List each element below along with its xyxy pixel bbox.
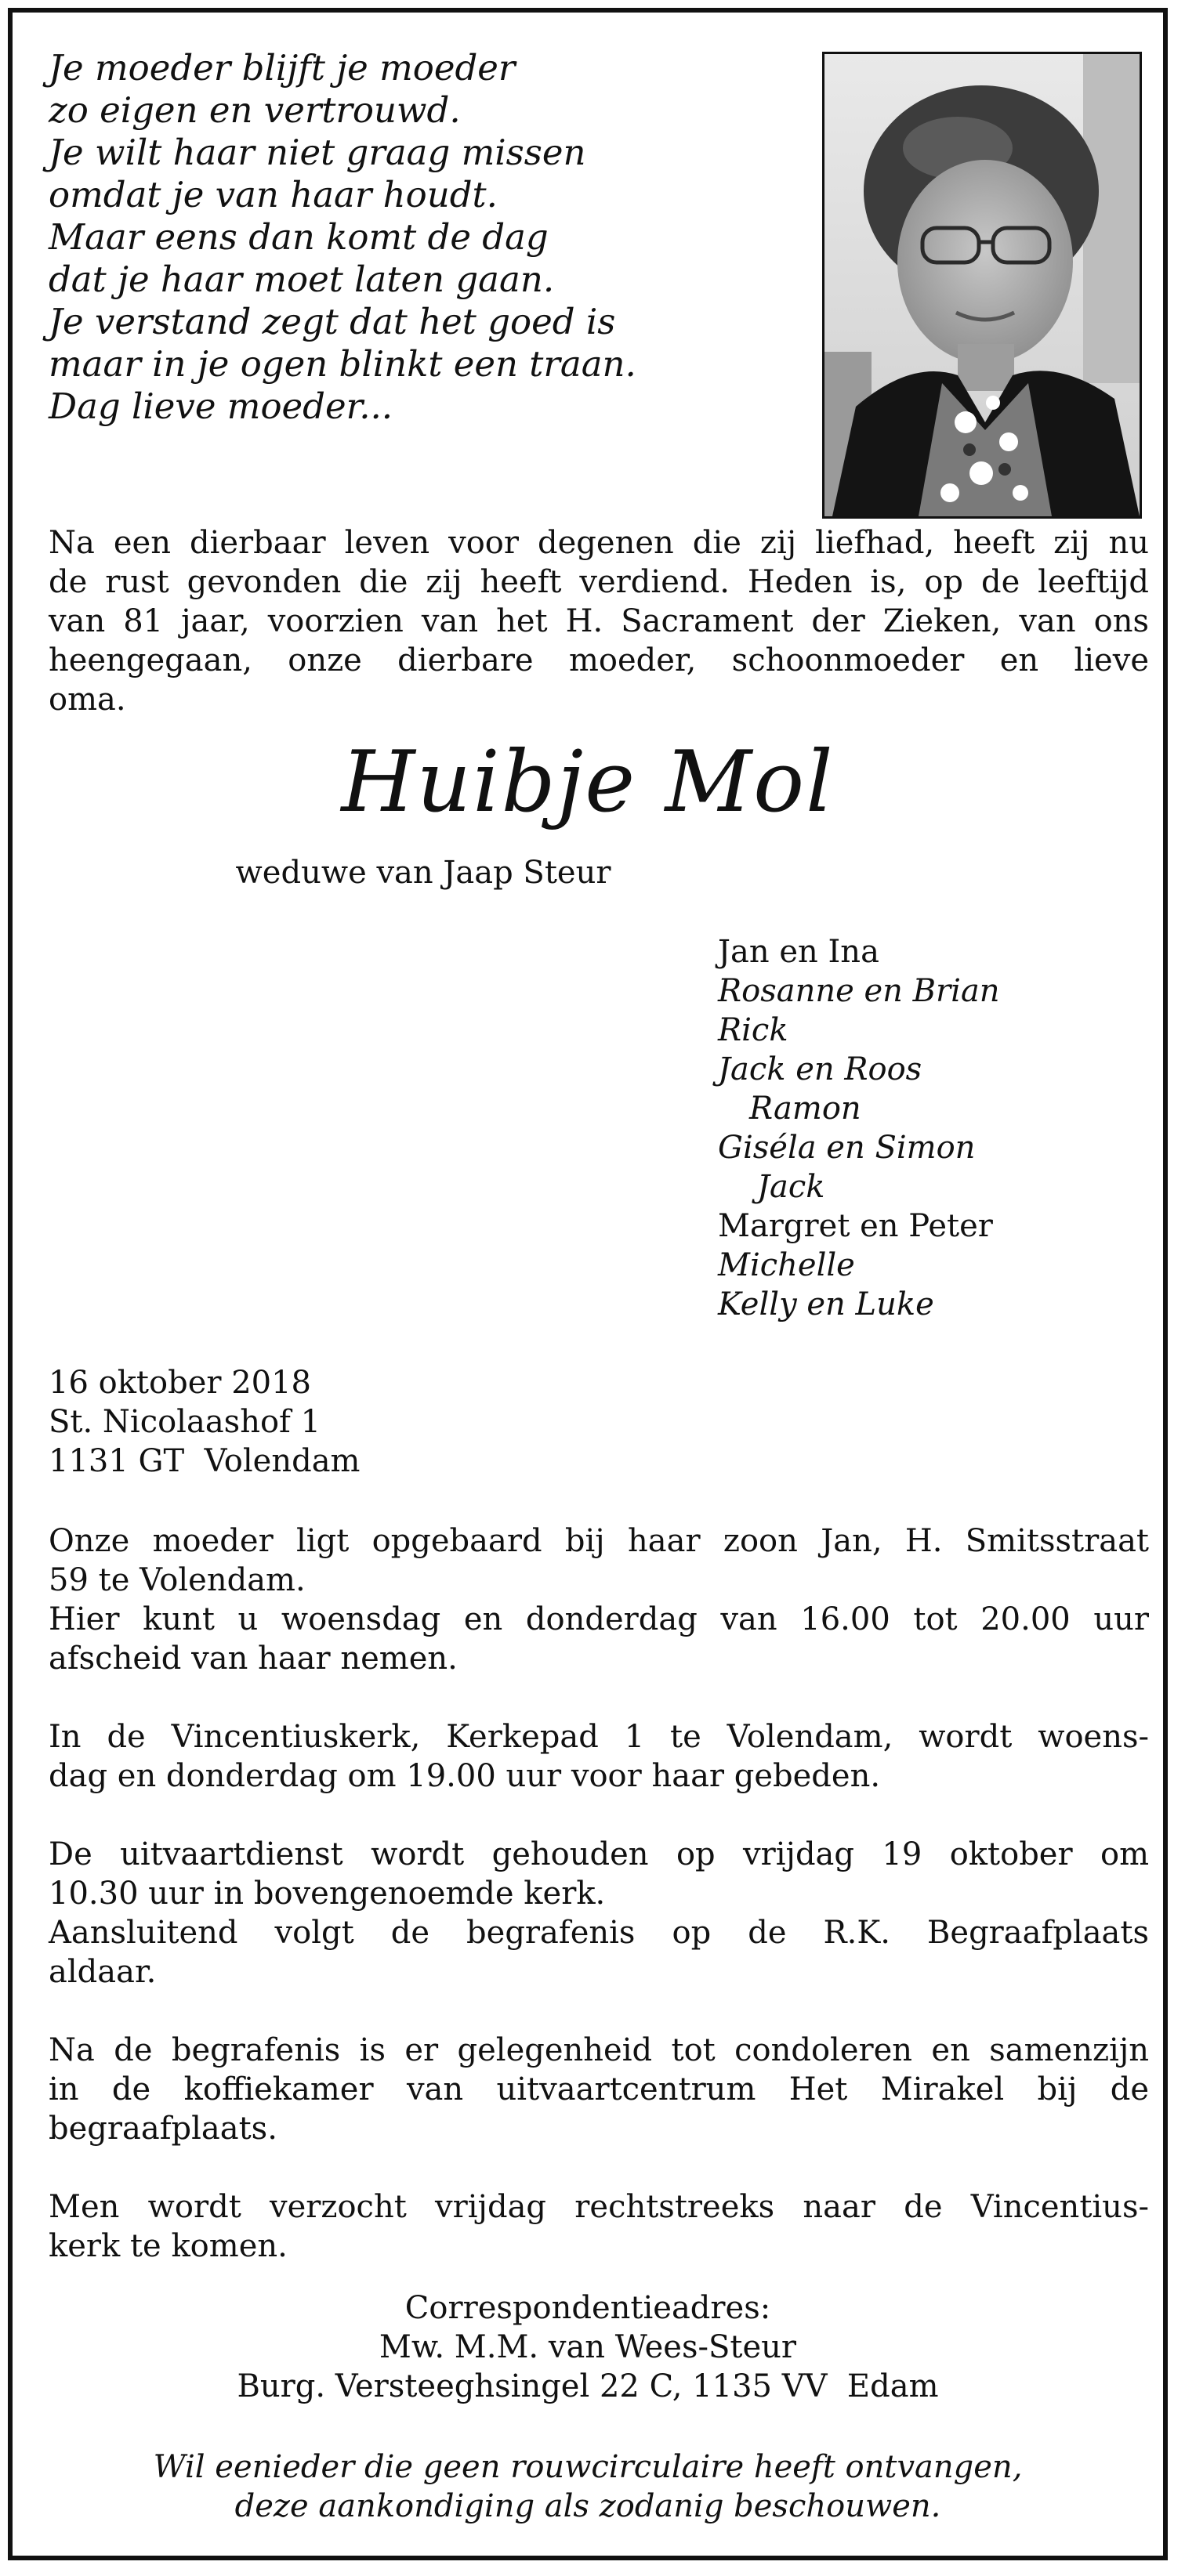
home-address	[49, 1363, 360, 1481]
closing-line: deze aankondiging als zodanig beschouwen.	[234, 2488, 941, 2524]
intro-line: de rust gevonden die zij heeft verdiend. Heden is, op de leeftijd	[49, 564, 1149, 600]
paragraph-line: dag en donderdag om 19.00 uur voor haar gebeden.	[49, 1758, 881, 1794]
request-paragraph	[49, 2187, 1149, 2266]
poem-line: Je verstand zegt dat het goed is	[49, 301, 616, 342]
obituary-card	[8, 8, 1168, 2560]
family-member: Margret en Peter	[718, 1208, 993, 1244]
intro-line: van 81 jaar, voorzien van het H. Sacrament der Zieken, van ons	[49, 603, 1149, 639]
prayer-paragraph	[49, 1717, 1149, 1796]
intro-line: oma.	[49, 682, 126, 718]
paragraph-line: Hier kunt u woensdag en donderdag van 16.00 tot 20.00 uur	[49, 1601, 1149, 1637]
paragraph-line: kerk te komen.	[49, 2228, 288, 2264]
family-member: Jack	[757, 1169, 825, 1205]
laid-out-paragraph	[49, 1521, 1149, 1678]
poem-line: Dag lieve moeder...	[49, 385, 393, 427]
paragraph-line: 59 te Volendam.	[49, 1562, 306, 1598]
paragraph-line: Onze moeder ligt opgebaard bij haar zoon Jan, H. Smitsstraat	[49, 1523, 1149, 1559]
widow-of: weduwe van Jaap Steur	[235, 855, 611, 891]
address-line: 16 oktober 2018	[49, 1365, 311, 1401]
deceased-name: Huibje Mol	[341, 733, 835, 831]
family-member: Rosanne en Brian	[718, 973, 1000, 1009]
condolence-paragraph	[49, 2031, 1149, 2148]
service-paragraph	[49, 1835, 1149, 1992]
family-member: Giséla en Simon	[718, 1130, 976, 1166]
family-list	[718, 932, 1000, 1324]
family-member: Jan en Ina	[718, 934, 879, 970]
correspondence-line: Correspondentieadres:	[404, 2290, 771, 2326]
intro-paragraph	[49, 523, 1149, 719]
paragraph-line: afscheid van haar nemen.	[49, 1641, 458, 1677]
paragraph-line: aldaar.	[49, 1954, 157, 1990]
family-member: Kelly en Luke	[718, 1286, 934, 1322]
poem-line: zo eigen en vertrouwd.	[49, 89, 461, 131]
paragraph-line: In de Vincentiuskerk, Kerkepad 1 te Volendam, wordt woens-	[49, 1719, 1149, 1755]
portrait-image	[824, 54, 1140, 516]
paragraph-line: begraafplaats.	[49, 2111, 277, 2147]
family-member: Jack en Roos	[718, 1051, 922, 1087]
paragraph-line: De uitvaartdienst wordt gehouden op vrijdag 19 oktober om	[49, 1836, 1149, 1872]
family-member: Michelle	[718, 1247, 855, 1283]
paragraph-line: in de koffiekamer van uitvaartcentrum Het Mirakel bij de	[49, 2071, 1149, 2107]
paragraph-line: Men wordt verzocht vrijdag rechtstreeks naar de Vincentius-	[49, 2189, 1149, 2225]
poem	[49, 47, 636, 428]
address-line: 1131 GT Volendam	[49, 1443, 361, 1479]
poem-line: Maar eens dan komt de dag	[49, 216, 549, 258]
correspondence-line: Burg. Versteeghsingel 22 C, 1135 VV Edam	[237, 2368, 939, 2404]
poem-line: dat je haar moet laten gaan.	[49, 259, 555, 300]
correspondence-address	[13, 2288, 1163, 2406]
closing-note	[13, 2448, 1163, 2526]
correspondence-line: Mw. M.M. van Wees-Steur	[379, 2329, 797, 2365]
intro-line: heengegaan, onze dierbare moeder, schoonmoeder en lieve	[49, 642, 1149, 678]
closing-line: Wil eenieder die geen rouwcirculaire heeft ontvangen,	[153, 2449, 1023, 2485]
paragraph-line: Aansluitend volgt de begrafenis op de R.K. Begraafplaats	[49, 1915, 1149, 1951]
portrait-photo	[822, 52, 1142, 519]
poem-line: Je wilt haar niet graag missen	[49, 132, 586, 173]
paragraph-line: Na de begrafenis is er gelegenheid tot condoleren en samenzijn	[49, 2032, 1149, 2068]
poem-line: maar in je ogen blinkt een traan.	[49, 343, 636, 385]
intro-line: Na een dierbaar leven voor degenen die zij liefhad, heeft zij nu	[49, 525, 1149, 561]
paragraph-line: 10.30 uur in bovengenoemde kerk.	[49, 1876, 606, 1912]
family-member: Ramon	[749, 1091, 861, 1127]
poem-line: Je moeder blijft je moeder	[49, 47, 516, 89]
address-line: St. Nicolaashof 1	[49, 1404, 321, 1440]
family-member: Rick	[718, 1012, 788, 1048]
poem-line: omdat je van haar houdt.	[49, 174, 498, 215]
